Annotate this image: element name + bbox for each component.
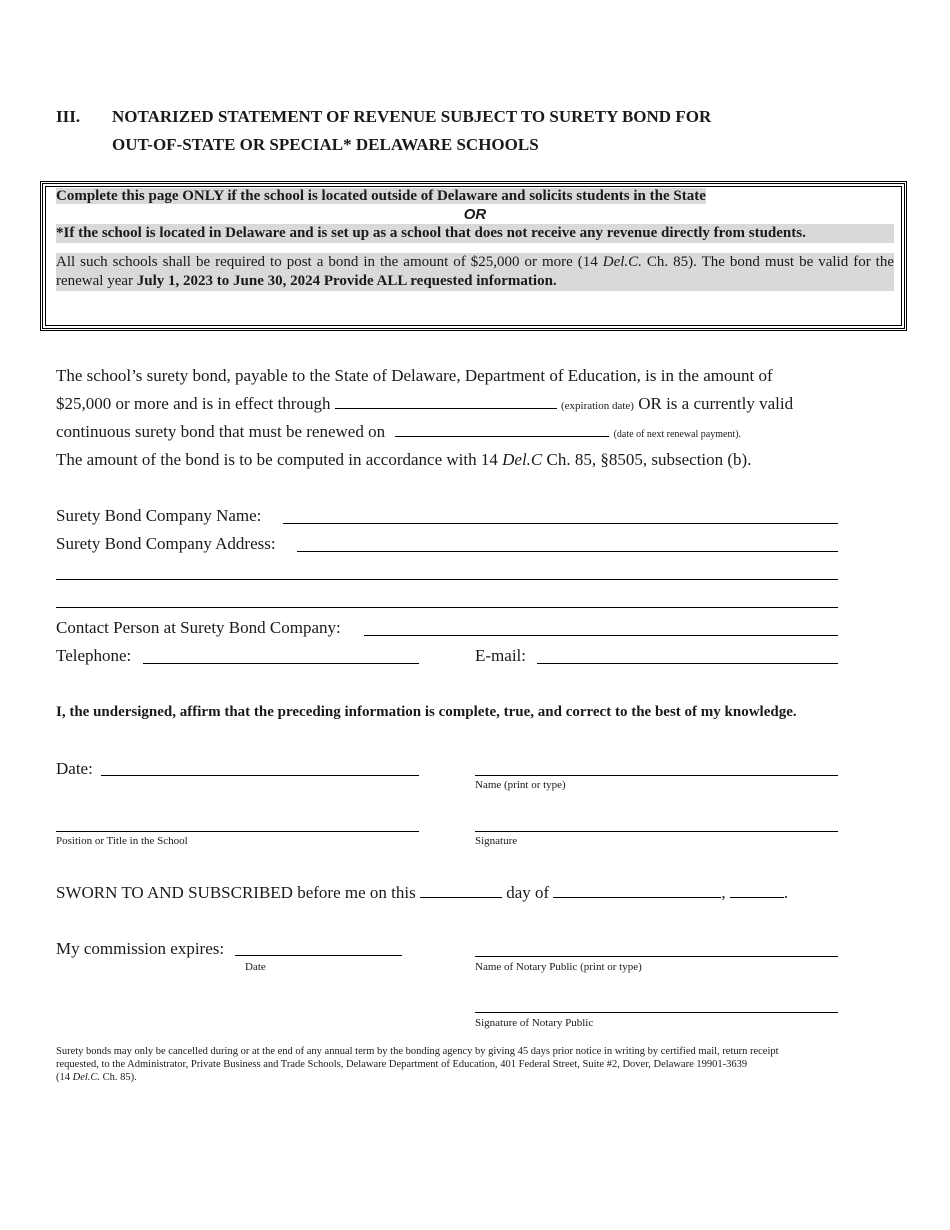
statement-line-3-text: continuous surety bond that must be renewed on: [56, 422, 386, 441]
footer-line-2: requested, to the Administrator, Private Business and Trade Schools, Delaware Department of Education, 401 Federal Street, Suite #2, Dover, Delaware 19901-3639: [56, 1059, 748, 1070]
position-field[interactable]: [56, 831, 419, 832]
notary-signature-field[interactable]: [475, 1012, 838, 1013]
email-field[interactable]: [537, 663, 838, 664]
company-address-line-2[interactable]: [56, 579, 838, 580]
sworn-text-b: day of: [506, 883, 550, 902]
instruction-box-content: [56, 188, 894, 291]
name-caption: Name (print or type): [475, 779, 566, 791]
statement-line-2-tail: OR is a currently valid: [638, 394, 794, 413]
contact-field[interactable]: [364, 635, 838, 636]
commission-date-caption: Date: [245, 961, 266, 973]
sworn-comma: ,: [721, 883, 726, 902]
expiration-date-note: (expiration date): [560, 400, 634, 412]
date-label: Date:: [56, 759, 93, 778]
statement-line-2: [56, 394, 793, 414]
instruction-line-2: *If the school is located in Delaware and is set up as a school that does not receive any revenue directly from students.: [56, 224, 894, 243]
date-field[interactable]: [101, 775, 419, 776]
sworn-text-a: SWORN TO AND SUBSCRIBED before me on this: [56, 883, 416, 902]
statement-line-3: [56, 422, 741, 442]
notary-signature-caption: Signature of Notary Public: [475, 1017, 594, 1029]
instruction-or: OR: [463, 206, 487, 223]
company-name-label: Surety Bond Company Name:: [56, 506, 262, 525]
statement-line-2-text: $25,000 or more and is in effect through: [56, 394, 331, 413]
company-address-line-3[interactable]: [56, 607, 838, 608]
contact-label: Contact Person at Surety Bond Company:: [56, 618, 341, 637]
sworn-statement: [56, 883, 788, 903]
sworn-day-field[interactable]: [420, 896, 502, 898]
signature-field[interactable]: [475, 831, 838, 832]
commission-label: My commission expires:: [56, 939, 225, 958]
notary-name-caption: Name of Notary Public (print or type): [475, 961, 642, 973]
company-address-field[interactable]: [297, 551, 838, 552]
para-renewal-year: July 1, 2023 to June 30, 2024 Provide ALL requested information.: [136, 273, 557, 289]
section-title-line-1: NOTARIZED STATEMENT OF REVENUE SUBJECT TO SURETY BOND FOR: [112, 107, 712, 126]
statement-citation: Del.C: [502, 450, 543, 469]
sworn-period: .: [783, 883, 789, 902]
telephone-field[interactable]: [143, 663, 419, 664]
sworn-month-field[interactable]: [553, 896, 721, 898]
renewal-date-note: (date of next renewal payment).: [613, 429, 742, 440]
statement-line-4: [56, 450, 751, 470]
footer-citation: Del.C.: [72, 1072, 101, 1083]
para-text-a: All such schools shall be required to post a bond in the amount of $25,000 or more (14: [56, 254, 603, 270]
company-address-label: Surety Bond Company Address:: [56, 534, 276, 553]
para-citation: Del.C.: [602, 254, 642, 270]
commission-date-field[interactable]: [235, 955, 402, 956]
telephone-label: Telephone:: [56, 646, 132, 665]
notary-name-field[interactable]: [475, 956, 838, 957]
position-caption: Position or Title in the School: [56, 835, 188, 847]
name-field[interactable]: [475, 775, 838, 776]
statement-line-4-tail: Ch. 85, §8505, subsection (b).: [542, 450, 752, 469]
renewal-date-field[interactable]: [395, 435, 609, 437]
email-label: E-mail:: [475, 646, 526, 665]
signature-caption: Signature: [475, 835, 518, 847]
instruction-paragraph: [56, 253, 894, 291]
affirmation-statement: I, the undersigned, affirm that the preceding information is complete, true, and correct to the best of my knowledge.: [56, 704, 797, 720]
section-title-line-2: OUT-OF-STATE OR SPECIAL* DELAWARE SCHOOLS: [112, 135, 539, 154]
sworn-year-field[interactable]: [730, 896, 784, 898]
footer-line-3-a: (14: [56, 1072, 73, 1083]
footer-note: [56, 1045, 779, 1084]
para-text-b: Ch. 85). The bond must be valid for the renewal year: [56, 254, 895, 289]
section-number: III.: [56, 107, 81, 126]
statement-line-1: The school’s surety bond, payable to the State of Delaware, Department of Education, is in the amount of: [56, 366, 773, 385]
footer-line-1: Surety bonds may only be cancelled during or at the end of any annual term by the bonding agency by giving 45 days prior notice in writing by certified mail, return receipt: [56, 1046, 779, 1057]
footer-line-3-b: Ch. 85).: [100, 1072, 137, 1083]
instruction-line-1: Complete this page ONLY if the school is located outside of Delaware and solicits students in the State: [56, 188, 706, 204]
expiration-date-field[interactable]: [335, 407, 557, 409]
statement-line-4-text: The amount of the bond is to be computed in accordance with 14: [56, 450, 503, 469]
company-name-field[interactable]: [283, 523, 838, 524]
footer-line-3: [56, 1071, 779, 1084]
